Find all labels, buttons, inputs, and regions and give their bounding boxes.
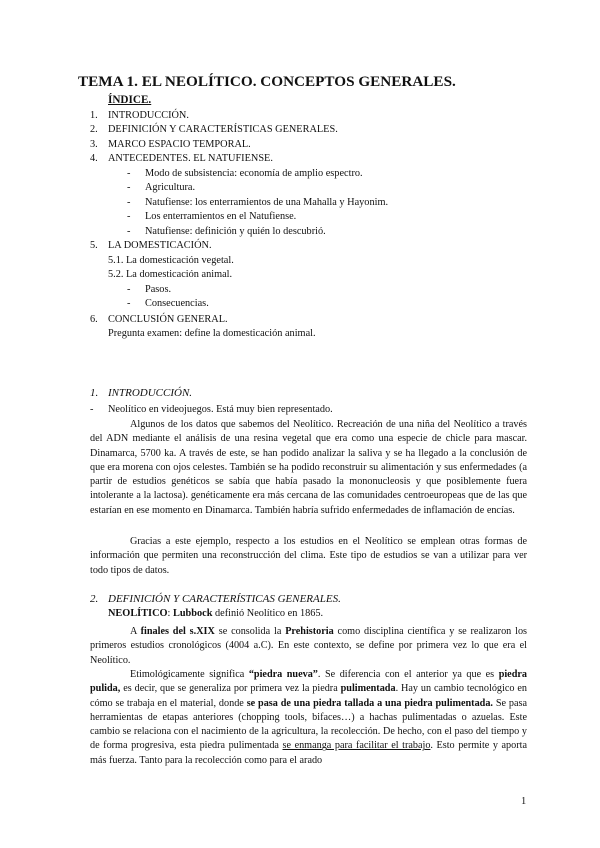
dash-bullet: - bbox=[127, 182, 131, 193]
index-subitem: Pasos. bbox=[145, 284, 172, 295]
definition-text: definió Neolítico en 1865. bbox=[212, 608, 324, 619]
section-number: 1. bbox=[90, 387, 99, 399]
index-num: 3. bbox=[90, 139, 98, 150]
term-bold: NEOLÍTICO bbox=[108, 608, 168, 619]
bold-run: se pasa de una piedra tallada a una piedra pulimentada. bbox=[246, 697, 493, 709]
index-item: LA DOMESTICACIÓN. bbox=[108, 240, 212, 251]
dash-bullet: - bbox=[127, 211, 131, 222]
author-bold: Lubbock bbox=[172, 608, 213, 619]
index-subitem: Agricultura. bbox=[145, 182, 196, 193]
page-title: TEMA 1. EL NEOLÍTICO. CONCEPTOS GENERALES. bbox=[78, 73, 456, 90]
dash-bullet: - bbox=[127, 298, 131, 309]
index-num: 5. bbox=[90, 240, 98, 251]
index-subitem: Consecuencias. bbox=[145, 298, 209, 309]
index-subitem: Los enterramientos en el Natufiense. bbox=[145, 211, 297, 222]
bold-run: Prehistoria bbox=[285, 626, 334, 637]
section-number: 2. bbox=[90, 593, 99, 605]
paragraph-text: Gracias a este ejemplo, respecto a los estudios en el Neolítico se emplean otras formas de información que permiten una reconstrucción del clima. Este tipo de estudios se van a utilizar para ver todo tipos de datos. bbox=[90, 536, 527, 576]
index-num: 6. bbox=[90, 314, 98, 325]
section-heading: DEFINICIÓN Y CARACTERÍSTICAS GENERALES. bbox=[108, 593, 341, 605]
index-subitem: Natufiense: los enterramientos de una Mahalla y Hayonim. bbox=[145, 197, 389, 208]
index-item: ANTECEDENTES. EL NATUFIENSE. bbox=[108, 153, 273, 164]
text-run: . Se diferencia con el anterior ya que es bbox=[317, 669, 499, 680]
text-run: se consolida la bbox=[214, 626, 286, 637]
index-item: DEFINICIÓN Y CARACTERÍSTICAS GENERALES. bbox=[108, 124, 338, 135]
bold-run: finales del s.XIX bbox=[140, 626, 215, 637]
section-heading: INTRODUCCIÓN. bbox=[108, 387, 193, 399]
index-subitem: Natufiense: definición y quién lo descubrió. bbox=[145, 226, 326, 237]
index-subitem: 5.2. La domesticación animal. bbox=[108, 269, 233, 280]
text-run: . Hay un cambio tecnológico en cómo se trabaja en el material, donde bbox=[90, 683, 527, 709]
dash-bullet: - bbox=[127, 284, 131, 295]
paragraph-text: Algunos de los datos que sabemos del Neolítico. Recreación de una niña del Neolítico a través del ADN mediante el análisis de una resina vegetal que era como una especie de chicle para mascar. Dinamarca, 5700 ka. A través de este, se han podido analizar la saliva y se ha llegado a la conclusión de que era morena con ojos celestes. También se ha podido reconstruir su alimentación y sus enfermedades (a partir de estudios genéticos se sabía que había pasado la mononucleosis y que posiblemente fuera intolerante a la lactosa). genéticamente era más cercana de las comunidades centroeuropeas que de las que estarían en ese momento en Dinamarca. También habría sufrido enfermedades de inflamación de encías. bbox=[90, 419, 527, 516]
separator: : bbox=[167, 608, 173, 619]
text-run: Se pasa herramientas de etapas anteriores (chopping tools, bifaces…) a hachas pulimentadas o azuelas. Este cambio se relaciona con el nacimiento de la agricultura, la recolección. De hecho, con el paso del tiempo y de forma progresiva, esta piedra pulimentada bbox=[90, 697, 528, 752]
text-run: . Esto permite y aporta más fuerza. Tanto para la recolección como para el arado bbox=[90, 740, 527, 766]
index-heading: ÍNDICE. bbox=[108, 94, 152, 106]
dash-bullet: - bbox=[127, 197, 131, 208]
dash-bullet: - bbox=[127, 168, 131, 179]
index-subitem: Modo de subsistencia: economía de amplio espectro. bbox=[145, 168, 363, 179]
index-num: 1. bbox=[90, 110, 98, 121]
dash-bullet: - bbox=[127, 226, 131, 237]
etymology-paragraph bbox=[90, 668, 527, 768]
index-num: 4. bbox=[90, 153, 98, 164]
definition-line bbox=[108, 607, 323, 621]
intro-paragraph-2 bbox=[90, 535, 527, 578]
definition-paragraph bbox=[90, 625, 527, 668]
index-num: 2. bbox=[90, 124, 98, 135]
text-run: Etimológicamente significa bbox=[130, 669, 249, 680]
index-item: MARCO ESPACIO TEMPORAL. bbox=[108, 139, 251, 150]
text-run: como disciplina científica y se realizaron los primeros estudios cronológicos (4004 a.C). En este contexto, se define por primera vez lo que era el Neolítico. bbox=[90, 626, 528, 666]
bold-run: pulimentada bbox=[340, 683, 396, 695]
bold-run: “piedra nueva” bbox=[248, 669, 318, 680]
text-run: es decir, que se generaliza por primera vez la piedra bbox=[120, 683, 341, 695]
dash-bullet: - bbox=[90, 404, 94, 415]
underlined-run: se enmanga para facilitar el trabajo bbox=[282, 740, 431, 752]
exam-note: Pregunta examen: define la domesticación animal. bbox=[108, 328, 316, 339]
intro-paragraph bbox=[90, 418, 527, 518]
text-run: A bbox=[130, 626, 141, 637]
index-item: CONCLUSIÓN GENERAL. bbox=[108, 314, 228, 325]
bullet-text: Neolítico en videojuegos. Está muy bien representado. bbox=[108, 404, 333, 415]
index-item: INTRODUCCIÓN. bbox=[108, 110, 189, 121]
index-subitem: 5.1. La domesticación vegetal. bbox=[108, 255, 234, 266]
bold-run: piedra pulida, bbox=[90, 669, 527, 695]
page-number: 1 bbox=[521, 796, 527, 807]
